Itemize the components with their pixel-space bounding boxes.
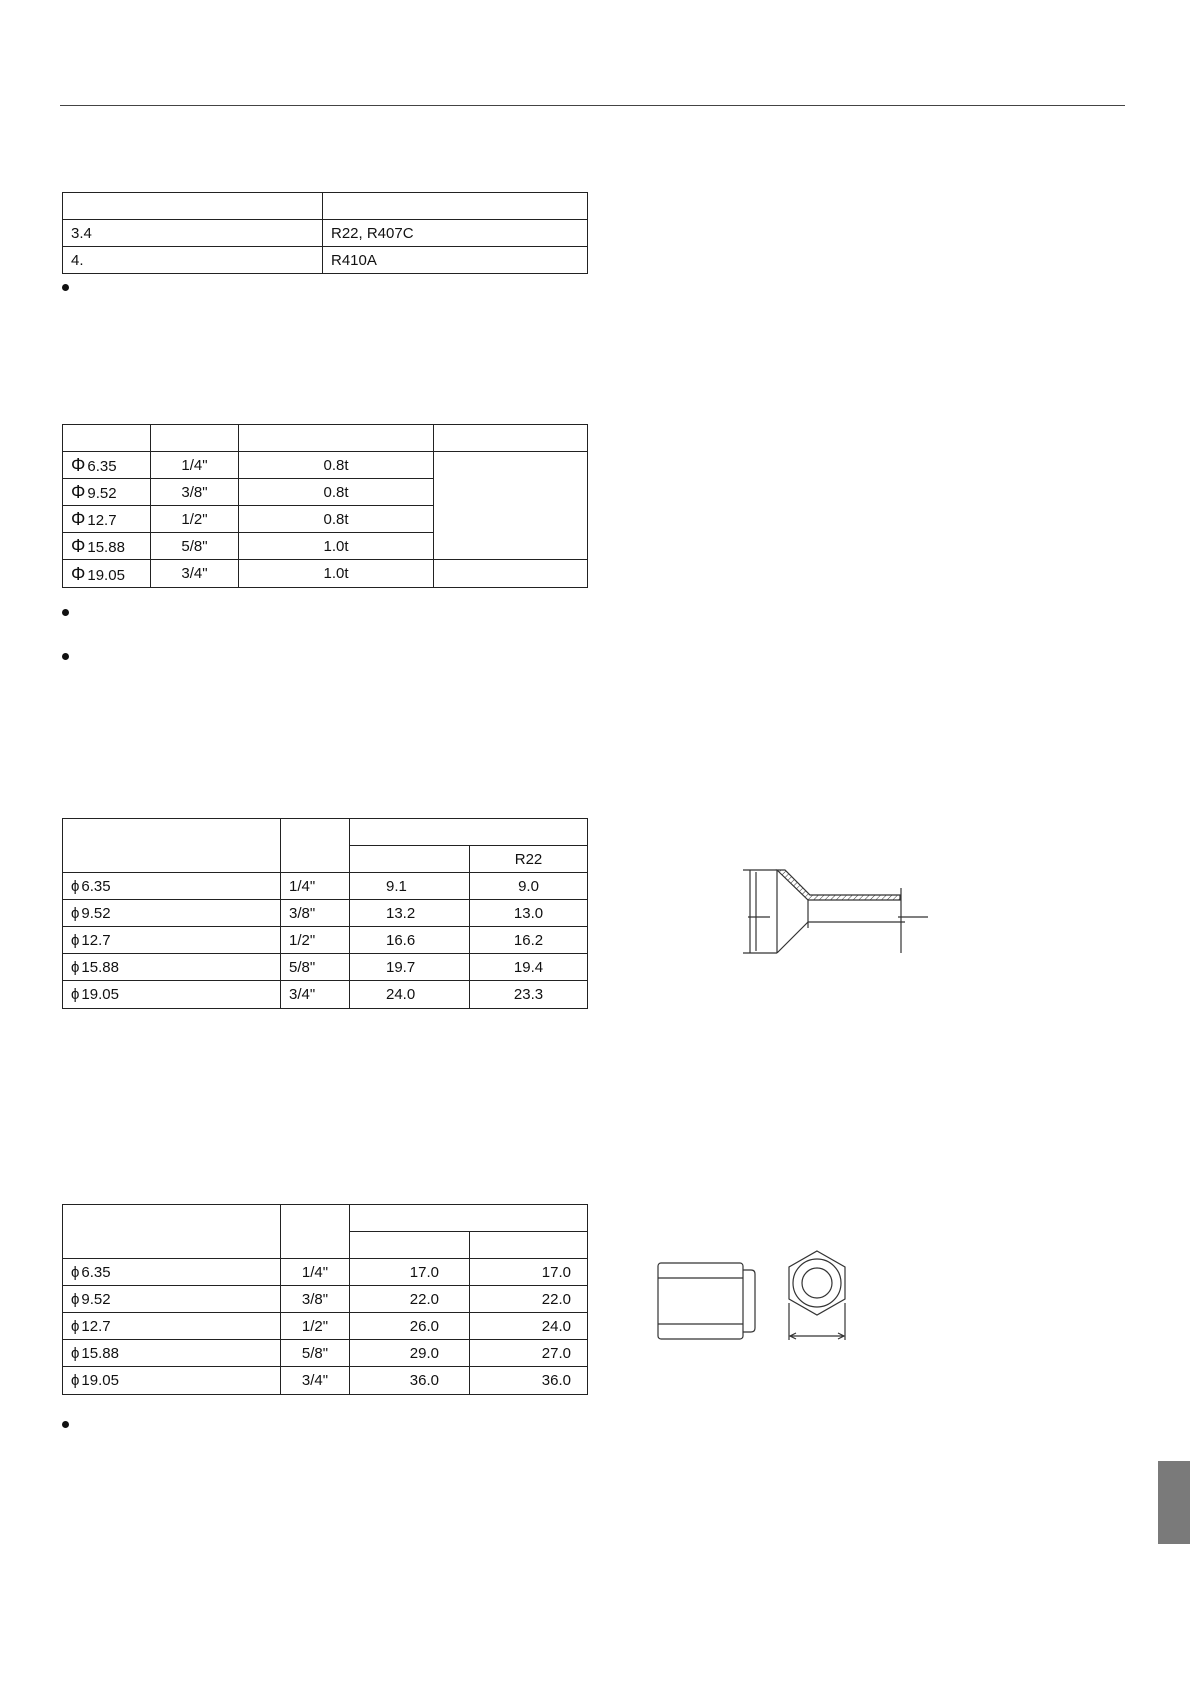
header-rule: [60, 105, 1125, 106]
value-cell: 22.0: [470, 1286, 588, 1313]
diameter-symbol: ϕ: [71, 958, 80, 976]
thickness-cell: 0.8t: [239, 506, 434, 533]
diameter-symbol: ϕ: [71, 1263, 80, 1281]
diameter-symbol: ϕ: [71, 877, 80, 895]
diameter-cell: 12.7: [81, 931, 111, 949]
value-cell: 24.0: [350, 981, 470, 1009]
table-flare-dimension: [62, 818, 588, 1009]
table-flare-nut-width: [62, 1204, 588, 1395]
value-cell: 13.2: [350, 900, 470, 927]
value-cell: 17.0: [470, 1259, 588, 1286]
table-row: [63, 900, 588, 927]
value-cell: 29.0: [350, 1340, 470, 1367]
diameter-cell: 15.88: [81, 1344, 119, 1362]
diameter-symbol: ϕ: [71, 931, 80, 949]
table-row: [63, 1259, 588, 1286]
diameter-symbol: Φ: [71, 536, 86, 556]
table-row: [63, 981, 588, 1009]
table-header-row: [63, 1205, 588, 1232]
table-pipe-wall-thickness: [62, 424, 588, 588]
r22-header: R22: [470, 846, 588, 873]
inch-cell: 3/8": [151, 479, 239, 506]
diameter-symbol: Φ: [71, 563, 86, 584]
value-cell: 19.7: [350, 954, 470, 981]
value-cell: 17.0: [350, 1259, 470, 1286]
table-header-row: [63, 819, 588, 846]
inch-cell: 5/8": [281, 1340, 350, 1367]
diameter-cell: 12.7: [81, 1317, 111, 1335]
inch-cell: 1/4": [281, 873, 350, 900]
table-row: [63, 560, 588, 588]
table-row: [63, 1286, 588, 1313]
diameter-cell: 9.52: [87, 485, 117, 502]
inch-cell: 1/4": [281, 1259, 350, 1286]
diameter-symbol: Φ: [71, 482, 86, 502]
diameter-symbol: Φ: [71, 509, 86, 529]
diameter-cell: 6.35: [81, 877, 111, 895]
value-cell: 22.0: [350, 1286, 470, 1313]
value-cell: 24.0: [470, 1313, 588, 1340]
value-cell: 36.0: [470, 1367, 588, 1395]
value-cell: 36.0: [350, 1367, 470, 1395]
table-row: [63, 220, 588, 247]
inch-cell: 1/4": [151, 452, 239, 479]
thickness-cell: 4.: [63, 247, 323, 274]
empty-cell: [434, 560, 588, 588]
thickness-cell: 0.8t: [239, 452, 434, 479]
diameter-symbol: ϕ: [71, 986, 80, 1003]
table-row: [63, 247, 588, 274]
inch-cell: 3/8": [281, 900, 350, 927]
thickness-cell: 1.0t: [239, 560, 434, 588]
diameter-symbol: ϕ: [71, 1290, 80, 1308]
inch-cell: 3/4": [281, 981, 350, 1009]
r22-value-cell: 9.0: [470, 873, 588, 900]
value-cell: 26.0: [350, 1313, 470, 1340]
value-cell: 9.1: [350, 873, 470, 900]
inch-cell: 5/8": [281, 954, 350, 981]
table-header-row: [63, 193, 588, 220]
table-row: [63, 1367, 588, 1395]
diameter-cell: 15.88: [81, 958, 119, 976]
diameter-cell: 6.35: [81, 1263, 111, 1281]
diameter-symbol: ϕ: [71, 1317, 80, 1335]
r22-value-cell: 19.4: [470, 954, 588, 981]
merged-cell: [434, 452, 588, 560]
diameter-cell: 19.05: [81, 986, 119, 1003]
diameter-cell: 9.52: [81, 904, 111, 922]
table-row: [63, 452, 588, 479]
bullet-point: [62, 653, 69, 660]
table-row: [63, 954, 588, 981]
bullet-point: [62, 1421, 69, 1428]
thickness-cell: 0.8t: [239, 479, 434, 506]
table-row: [63, 1340, 588, 1367]
diameter-cell: 15.88: [87, 539, 125, 556]
flare-nut-hex-icon: [782, 1248, 862, 1348]
diameter-cell: 19.05: [81, 1372, 119, 1389]
table-row: [63, 873, 588, 900]
thickness-cell: 1.0t: [239, 533, 434, 560]
r22-value-cell: 16.2: [470, 927, 588, 954]
inch-cell: 1/2": [281, 1313, 350, 1340]
thickness-cell: 3.4: [63, 220, 323, 247]
flare-diagram: [740, 860, 940, 960]
inch-cell: 5/8": [151, 533, 239, 560]
diameter-cell: 6.35: [87, 458, 117, 475]
diameter-symbol: Φ: [71, 455, 86, 475]
diameter-cell: 19.05: [87, 566, 125, 584]
table-row: [63, 1313, 588, 1340]
flare-nut-side-icon: [655, 1260, 765, 1344]
bullet-point: [62, 284, 69, 291]
inch-cell: 3/8": [281, 1286, 350, 1313]
diameter-symbol: ϕ: [71, 1372, 80, 1389]
diameter-symbol: ϕ: [71, 904, 80, 922]
refrigerant-cell: R22, R407C: [323, 220, 588, 247]
table-tube-thickness: [62, 192, 588, 274]
table-row: [63, 927, 588, 954]
r22-value-cell: 13.0: [470, 900, 588, 927]
diameter-cell: 9.52: [81, 1290, 111, 1308]
inch-cell: 3/4": [281, 1367, 350, 1395]
diameter-symbol: ϕ: [71, 1344, 80, 1362]
diameter-cell: 12.7: [87, 512, 117, 529]
r22-value-cell: 23.3: [470, 981, 588, 1009]
value-cell: 16.6: [350, 927, 470, 954]
inch-cell: 1/2": [281, 927, 350, 954]
table-header-row: [63, 425, 588, 452]
section-tab-marker: [1158, 1461, 1190, 1544]
bullet-point: [62, 609, 69, 616]
value-cell: 27.0: [470, 1340, 588, 1367]
refrigerant-cell: R410A: [323, 247, 588, 274]
inch-cell: 3/4": [151, 560, 239, 588]
inch-cell: 1/2": [151, 506, 239, 533]
